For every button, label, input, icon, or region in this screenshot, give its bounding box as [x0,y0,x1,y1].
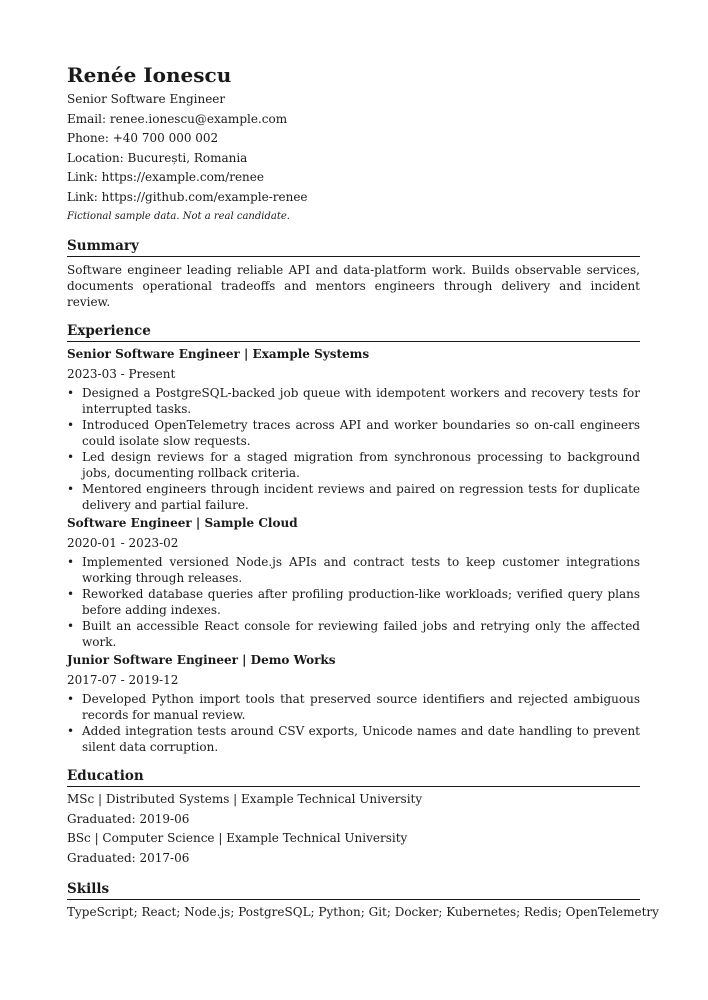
education-entries [67,790,640,868]
list-item: • Led design reviews for a staged migration from synchronous processing to background jobs, documenting rollback criteria. [67,449,640,481]
job-title: Junior Software Engineer | Demo Works [67,653,336,667]
contact-link-github[interactable]: Link: https://github.com/example-renee [67,189,308,204]
job-bullets [67,385,640,513]
contact-phone: Phone: +40 700 000 002 [67,131,219,145]
job-entry-example-systems [67,345,640,513]
contact-email: Email: renee.ionescu@example.com [67,111,288,126]
contact-location: Location: București, Romania [67,150,248,165]
list-item: • Added integration tests around CSV exports, Unicode names and date handling to prevent silent data corruption. [67,723,640,755]
list-item: • Designed a PostgreSQL-backed job queue with idempotent workers and recovery tests for interrupted tasks. [67,385,640,417]
list-item: • Developed Python import tools that preserved source identifiers and rejected ambiguous records for manual review. [67,691,640,723]
contact-link-website[interactable]: Link: https://example.com/renee [67,170,264,184]
experience-heading: Experience [67,322,640,342]
skills-text: TypeScript; React; Node.js; PostgreSQL; Python; Git; Docker; Kubernetes; Redis; OpenTelemetry [67,905,659,919]
list-item: • Built an accessible React console for reviewing failed jobs and retrying only the affected work. [67,618,640,650]
education-section [67,767,640,868]
job-title: Software Engineer | Sample Cloud [67,516,298,530]
job-bullets [67,691,640,755]
list-item: • Introduced OpenTelemetry traces across API and worker boundaries so on-call engineers could isolate slow requests. [67,417,640,449]
job-entry-demo-works [67,651,640,755]
education-degree: MSc | Distributed Systems | Example Technical University [67,792,423,806]
candidate-name: Renée Ionescu [67,63,232,87]
summary-section [67,237,640,310]
skills-section [67,880,659,923]
skills-heading: Skills [67,880,640,900]
resume-header [67,62,640,226]
job-dates: 2023-03 - Present [67,366,176,381]
experience-section [67,322,640,755]
summary-heading: Summary [67,237,640,257]
list-item: • Reworked database queries after profiling production-like workloads; verified query plans before adding indexes. [67,586,640,618]
job-bullets [67,554,640,650]
education-degree: BSc | Computer Science | Example Technical University [67,831,408,845]
education-graduated: Graduated: 2017-06 [67,850,190,865]
list-item: • Mentored engineers through incident reviews and paired on regression tests for duplicate delivery and partial failure. [67,481,640,513]
job-title: Senior Software Engineer | Example Systems [67,347,370,361]
candidate-title: Senior Software Engineer [67,92,226,106]
job-dates: 2017-07 - 2019-12 [67,672,179,687]
education-graduated: Graduated: 2019-06 [67,811,190,826]
list-item: • Implemented versioned Node.js APIs and contract tests to keep customer integrations working through releases. [67,554,640,586]
job-entry-sample-cloud [67,514,640,650]
fictional-data-note: Fictional sample data. Not a real candidate. [67,211,290,222]
summary-text: Software engineer leading reliable API and data-platform work. Builds observable services, documents operational tradeoffs and mentors engineers through delivery and incident review. [67,263,640,309]
education-heading: Education [67,767,640,787]
job-dates: 2020-01 - 2023-02 [67,535,179,550]
